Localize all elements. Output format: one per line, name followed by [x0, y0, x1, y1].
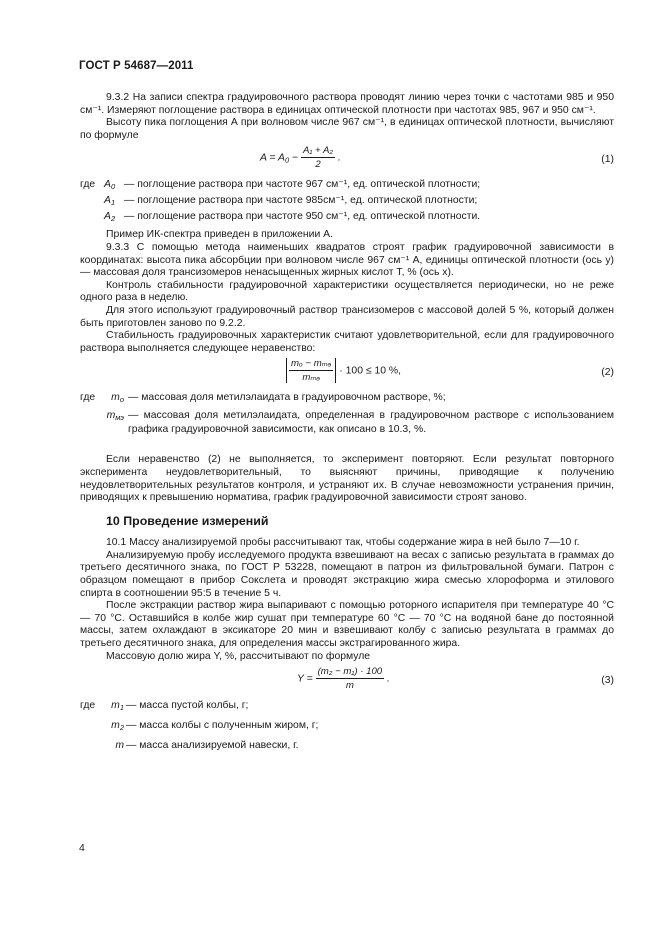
formula-3-lhs: Y =: [297, 673, 316, 685]
legend-row: [80, 719, 614, 735]
legend-where: где: [80, 700, 96, 712]
formula-2-denominator: mₘₔ: [302, 372, 321, 384]
paragraph-9-3-2: 9.3.2 На записи спектра градуировочного раствора проводят линию через точки с частотами 985 и 950 см⁻¹. Измеряют поглощение раствора в единицах оптической плотности при частотах 985, 967 и 950 см⁻¹.: [80, 92, 614, 116]
formula-3-expression: [297, 666, 390, 691]
paragraph-repeat-experiment: Если неравенство (2) не выполняется, то эксперимент повторяют. Если результат повторного эксперимента неудовлетворительный, то выясняют причины, приводящие к получению неудовлетворительных результатов контроля, и устраняют их. В случае невозможности устранения причин, приводящих к превышению норматива, график градуировочной зависимости строят заново.: [80, 454, 614, 504]
paragraph-10-1: 10.1 Массу анализируемой пробы рассчитывают так, чтобы содержание жира в ней было 7—10 г.: [106, 537, 580, 549]
page-number: 4: [79, 843, 85, 854]
legend-text: — массовая доля метилэлаидата в градуировочном растворе, %;: [128, 392, 446, 404]
formula-3-number: (3): [601, 675, 614, 687]
formula-2-numerator: mₒ − mₘₔ: [291, 358, 332, 370]
legend-symbol: $m_о$: [111, 392, 124, 405]
legend-text: — масса пустой колбы, г;: [126, 700, 249, 712]
legend-text: — поглощение раствора при частоте 950 см⁻¹, ед. оптической плотности.: [124, 211, 481, 223]
legend-row: [80, 699, 614, 715]
formula-1-denominator: 2: [315, 159, 321, 171]
formula-1-lhs: A = A: [260, 152, 285, 164]
formula-2-tail: · 100 ≤ 10 %,: [339, 365, 402, 377]
legend-where: где: [80, 392, 96, 404]
formula-3-denominator: m: [345, 680, 354, 692]
formula-1-lhs-sub: 0: [284, 155, 290, 165]
legend-row: [80, 210, 614, 226]
legend-row: [80, 178, 614, 194]
legend-symbol: $m_2$: [111, 720, 124, 733]
paragraph-9-3-3: 9.3.3 С помощью метода наименьших квадратов строят график градуировочной зависимости в координатах: высота пика абсорбции при волновом числе 967 см⁻¹ А, единицы оптической плотности (ось у) — массовая доля трансизомеров ненасыщенных жирных кислот Т, % (ось х).: [80, 241, 614, 279]
formula-3-fraction: [316, 666, 385, 691]
legend-symbol: $m_1$: [111, 700, 124, 713]
formula-2: [80, 358, 614, 388]
legend-symbol: $A_0$: [104, 179, 116, 192]
formula-2-number: (2): [601, 367, 614, 379]
paragraph-evaporation: После экстракции раствор жира выпаривают с помощью роторного испарителя при температуре 40 °С — 70 °С. Оставшийся в колбе жир сушат при температуре 60 °С — 70 °С на водяной бане до постоянной массы, затем охлаждают в эксикаторе 20 мин и взвешивают колбу с записью результата в граммах до третьего десятичного знака, для определения массы экстрагированного жира.: [80, 600, 614, 650]
formula-1: [80, 145, 614, 175]
formula-1-fraction: [301, 145, 335, 170]
legend-row: [80, 409, 614, 437]
formula-2-fraction: [289, 358, 333, 383]
formula-3-numerator: (m₂ − m₁) · 100: [317, 666, 383, 678]
legend-row: [80, 391, 614, 407]
document-body: [80, 78, 614, 758]
formula-1-numerator: A₁ + A₂: [302, 145, 334, 157]
paragraph-stability-criterion: Стабильность градуировочных характеристик считают удовлетворительной, если для градуировочного раствора выполняется следующее неравенство:: [80, 330, 614, 354]
legend-symbol: $A_2$: [104, 211, 116, 224]
legend-symbol: $A_1$: [104, 195, 116, 208]
section-10-title: 10 Проведение измерений: [106, 513, 269, 528]
legend-text: — поглощение раствора при частоте 967 см⁻¹, ед. оптической плотности;: [124, 179, 481, 191]
paragraph-control-solution: Для этого используют градуировочный раствор трансизомеров с массовой долей 5 %, который должен быть приготовлен заново по 9.2.2.: [80, 304, 614, 329]
legend-where: где: [80, 179, 96, 191]
formula-1-number: (1): [601, 154, 614, 166]
formula-3: [80, 666, 614, 696]
paragraph-fat-fraction: Массовую долю жира Y, %, рассчитывают по формуле: [106, 650, 371, 662]
legend-row: [80, 194, 614, 210]
legend-symbol: $m_{мэ}$: [106, 410, 124, 423]
formula-2-expression: [286, 358, 401, 383]
legend-row: [80, 739, 614, 755]
document-header: ГОСТ Р 54687—2011: [79, 60, 194, 72]
paragraph-sample-weighing: Анализируемую пробу исследуемого продукта взвешивают на весах с записью результата в граммах до третьего десятичного знака, по ГОСТ Р 53228, помещают в патрон из фильтровальной бумаги. Патрон с образцом помещают в прибор Сокслета и проводят экстракцию жира смесью хлороформа и этилового спирта в соотношении 95:5 в течение 5 ч.: [80, 549, 614, 599]
formula-1-minus: −: [289, 152, 301, 164]
legend-formula-2: [80, 391, 614, 437]
legend-text: — массовая доля метилэлаидата, определенная в градуировочном растворе с использованием графика градуировочной зависимости, как описано в 10.3, %.: [128, 410, 614, 436]
legend-formula-3: [80, 699, 614, 755]
paragraph-stability-control: Контроль стабильности градуировочной характеристики осуществляется периодически, но не реже одного раза в неделю.: [80, 279, 614, 304]
paragraph-example: Пример ИК-спектра приведен в приложении А.: [106, 229, 333, 241]
formula-1-tail: .: [337, 152, 341, 164]
legend-formula-1: [80, 178, 614, 226]
paragraph-peak-height: Высоту пика поглощения А при волновом числе 967 см⁻¹, в единицах оптической плотности, вычисляют по формуле: [80, 117, 614, 141]
formula-2-absolute-value: [286, 358, 336, 383]
legend-text: — масса колбы с полученным жиром, г;: [126, 720, 319, 732]
legend-symbol: m: [115, 740, 124, 752]
formula-3-tail: .: [387, 673, 390, 685]
legend-text: — поглощение раствора при частоте 985см⁻¹, ед. оптической плотности;: [124, 195, 478, 207]
legend-text: — масса анализируемой навески, г.: [126, 740, 299, 752]
formula-1-expression: [260, 145, 341, 170]
